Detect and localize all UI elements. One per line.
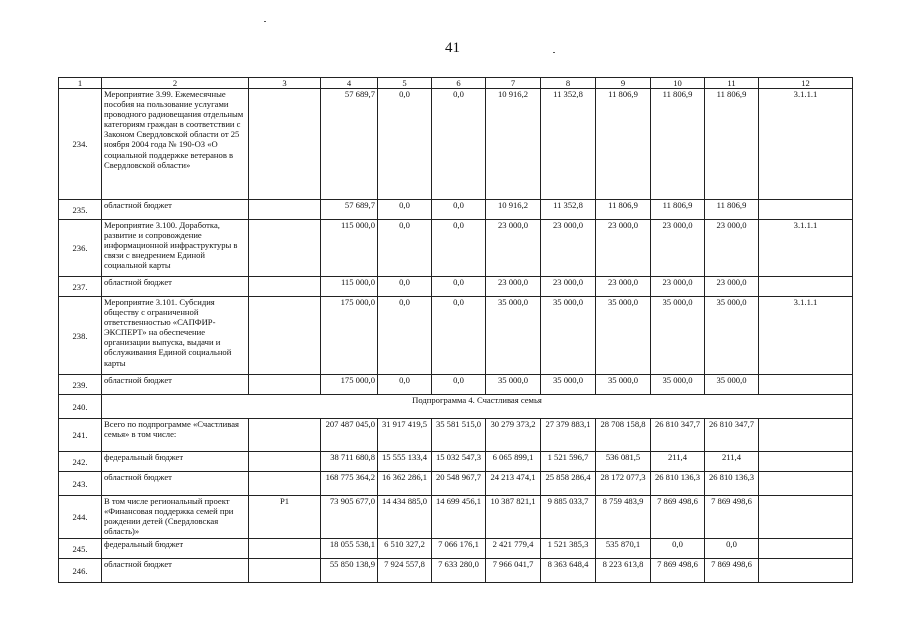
cell-value: 1 521 596,7 [541,452,596,472]
cell-value: 10 916,2 [486,200,541,220]
cell-total: 175 000,0 [321,375,378,395]
target-code [759,419,853,452]
row-name: федеральный бюджет [102,452,249,472]
cell-value: 28 172 077,3 [596,472,651,496]
cell-total: 55 850 138,9 [321,559,378,583]
cell-value: 11 806,9 [651,200,705,220]
cell-total: 57 689,7 [321,89,378,200]
cell-value: 0,0 [378,200,432,220]
cell-value: 23 000,0 [651,277,705,297]
cell-value: 35 000,0 [486,375,541,395]
cell-value: 23 000,0 [541,277,596,297]
table-row [59,539,853,559]
row-number: 239. [59,375,102,395]
row-code [249,297,321,375]
row-name: областной бюджет [102,559,249,583]
cell-total: 18 055 538,1 [321,539,378,559]
cell-value: 35 000,0 [541,375,596,395]
table-row [59,559,853,583]
cell-value: 23 000,0 [596,277,651,297]
row-number: 236. [59,220,102,277]
row-name: областной бюджет [102,200,249,220]
cell-total: 115 000,0 [321,277,378,297]
table-row [59,375,853,395]
cell-value: 11 806,9 [596,89,651,200]
cell-value: 14 434 885,0 [378,496,432,539]
cell-value: 8 223 613,8 [596,559,651,583]
cell-value: 26 810 347,7 [705,419,759,452]
cell-value: 0,0 [432,89,486,200]
cell-value: 26 810 136,3 [651,472,705,496]
row-number: 245. [59,539,102,559]
column-number: 10 [651,78,705,89]
cell-value: 24 213 474,1 [486,472,541,496]
row-number: 242. [59,452,102,472]
column-number: 7 [486,78,541,89]
cell-value: 35 000,0 [541,297,596,375]
cell-value: 7 633 280,0 [432,559,486,583]
row-name: Мероприятие 3.101. Субсидия обществу с ограниченной ответственностью «САПФИР-ЭКСПЕРТ» на обеспечение организации выпуска, выдачи и обслуживания Единой социальной карты [102,297,249,375]
cell-value: 35 000,0 [651,375,705,395]
cell-value: 31 917 419,5 [378,419,432,452]
cell-value: 35 000,0 [596,297,651,375]
cell-value: 20 548 967,7 [432,472,486,496]
table-row [59,452,853,472]
row-code [249,419,321,452]
cell-value: 7 924 557,8 [378,559,432,583]
cell-value: 35 581 515,0 [432,419,486,452]
row-number: 241. [59,419,102,452]
target-code [759,472,853,496]
cell-value: 23 000,0 [596,220,651,277]
cell-value: 0,0 [432,220,486,277]
row-name: федеральный бюджет [102,539,249,559]
cell-value: 1 521 385,3 [541,539,596,559]
row-code [249,277,321,297]
cell-total: 73 905 677,0 [321,496,378,539]
row-code [249,220,321,277]
table-row [59,472,853,496]
column-number: 1 [59,78,102,89]
cell-value: 536 081,5 [596,452,651,472]
cell-value: 0,0 [432,277,486,297]
cell-value: 7 066 176,1 [432,539,486,559]
cell-value: 0,0 [432,200,486,220]
row-name: В том числе региональный проект «Финансовая поддержка семей при рождении детей (Свердловская область)» [102,496,249,539]
target-code [759,277,853,297]
cell-value: 16 362 286,1 [378,472,432,496]
cell-value: 7 869 498,6 [705,496,759,539]
target-code: 3.1.1.1 [759,89,853,200]
cell-value: 211,4 [705,452,759,472]
table-row [59,297,853,375]
column-number: 12 [759,78,853,89]
table-row [59,277,853,297]
row-name: областной бюджет [102,472,249,496]
column-number: 3 [249,78,321,89]
column-numbers-row [59,78,853,89]
cell-value: 23 000,0 [486,277,541,297]
scan-speck [264,21,266,22]
row-number: 237. [59,277,102,297]
row-number: 243. [59,472,102,496]
cell-value: 0,0 [378,89,432,200]
cell-value: 25 858 286,4 [541,472,596,496]
cell-total: 57 689,7 [321,200,378,220]
cell-total: 168 775 364,2 [321,472,378,496]
target-code [759,375,853,395]
cell-value: 23 000,0 [651,220,705,277]
row-number: 244. [59,496,102,539]
cell-value: 8 759 483,9 [596,496,651,539]
row-code [249,539,321,559]
cell-value: 15 555 133,4 [378,452,432,472]
cell-value: 35 000,0 [705,297,759,375]
budget-table [58,77,853,583]
table-row [59,89,853,200]
row-name: Мероприятие 3.99. Ежемесячные пособия на пользование услугами проводного радиовещания отдельным категориям граждан в соответствии с Законом Свердловской области от 25 ноября 2004 года № 190-ОЗ «О социальной поддержке ветеранов в Свердловской области» [102,89,249,200]
subprogram-title: Подпрограмма 4. Счастливая семья [102,395,853,419]
cell-value: 11 806,9 [705,200,759,220]
cell-value: 8 363 648,4 [541,559,596,583]
row-code [249,559,321,583]
cell-value: 7 869 498,6 [651,496,705,539]
scan-speck [553,52,555,53]
table-row [59,419,853,452]
column-number: 11 [705,78,759,89]
target-code [759,452,853,472]
cell-value: 23 000,0 [705,277,759,297]
row-number: 246. [59,559,102,583]
cell-value: 0,0 [705,539,759,559]
row-name: Всего по подпрограмме «Счастливая семья» в том числе: [102,419,249,452]
column-number: 6 [432,78,486,89]
column-number: 9 [596,78,651,89]
cell-value: 0,0 [378,375,432,395]
cell-value: 0,0 [432,375,486,395]
table-row [59,496,853,539]
cell-value: 0,0 [432,297,486,375]
table-row [59,220,853,277]
cell-value: 23 000,0 [541,220,596,277]
cell-total: 38 711 680,8 [321,452,378,472]
cell-value: 23 000,0 [705,220,759,277]
cell-value: 0,0 [378,277,432,297]
cell-value: 23 000,0 [486,220,541,277]
target-code [759,496,853,539]
cell-value: 9 885 033,7 [541,496,596,539]
cell-value: 7 869 498,6 [651,559,705,583]
row-number: 238. [59,297,102,375]
row-code [249,452,321,472]
column-number: 4 [321,78,378,89]
cell-value: 35 000,0 [596,375,651,395]
row-code [249,472,321,496]
target-code [759,559,853,583]
cell-value: 28 708 158,8 [596,419,651,452]
target-code: 3.1.1.1 [759,297,853,375]
cell-value: 6 065 899,1 [486,452,541,472]
row-code [249,200,321,220]
cell-value: 211,4 [651,452,705,472]
row-name: областной бюджет [102,277,249,297]
cell-value: 35 000,0 [651,297,705,375]
target-code [759,200,853,220]
column-number: 2 [102,78,249,89]
cell-value: 26 810 347,7 [651,419,705,452]
page-number: 41 [445,40,460,56]
row-number: 240. [59,395,102,419]
cell-value: 35 000,0 [705,375,759,395]
row-number: 235. [59,200,102,220]
cell-value: 27 379 883,1 [541,419,596,452]
cell-value: 26 810 136,3 [705,472,759,496]
cell-value: 0,0 [651,539,705,559]
cell-value: 0,0 [378,297,432,375]
column-number: 5 [378,78,432,89]
cell-value: 7 966 041,7 [486,559,541,583]
cell-value: 11 806,9 [705,89,759,200]
cell-value: 11 806,9 [596,200,651,220]
cell-value: 7 869 498,6 [705,559,759,583]
cell-value: 6 510 327,2 [378,539,432,559]
cell-value: 535 870,1 [596,539,651,559]
cell-value: 0,0 [378,220,432,277]
cell-value: 14 699 456,1 [432,496,486,539]
row-code [249,375,321,395]
row-number: 234. [59,89,102,200]
cell-total: 115 000,0 [321,220,378,277]
cell-value: 10 916,2 [486,89,541,200]
target-code [759,539,853,559]
cell-value: 15 032 547,3 [432,452,486,472]
row-code [249,89,321,200]
row-name: областной бюджет [102,375,249,395]
cell-value: 11 806,9 [651,89,705,200]
cell-value: 10 387 821,1 [486,496,541,539]
cell-total: 207 487 045,0 [321,419,378,452]
subprogram-row [59,395,853,419]
cell-value: 2 421 779,4 [486,539,541,559]
cell-total: 175 000,0 [321,297,378,375]
target-code: 3.1.1.1 [759,220,853,277]
cell-value: 35 000,0 [486,297,541,375]
row-code: P1 [249,496,321,539]
cell-value: 30 279 373,2 [486,419,541,452]
row-name: Мероприятие 3.100. Доработка, развитие и сопровождение информационной инфраструктуры в связи с внедрением Единой социальной карты [102,220,249,277]
cell-value: 11 352,8 [541,200,596,220]
table-row [59,200,853,220]
cell-value: 11 352,8 [541,89,596,200]
column-number: 8 [541,78,596,89]
